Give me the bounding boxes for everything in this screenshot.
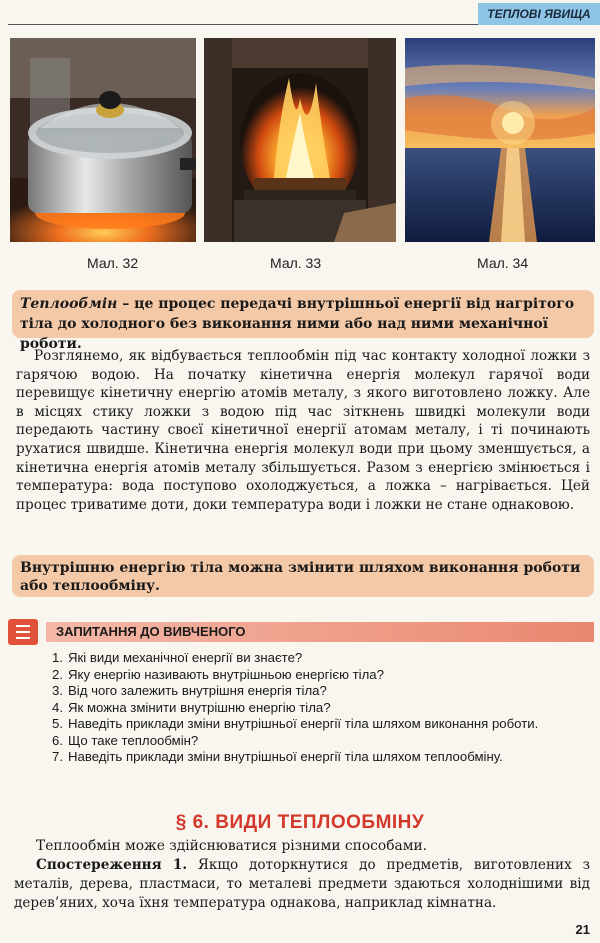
question-item: 5. Наведіть приклади зміни внутрішньої енергії тіла шляхом виконання роботи. — [52, 716, 539, 731]
figure-pot-on-stove — [10, 38, 196, 242]
list-icon — [8, 619, 38, 645]
question-item: 6. Що таке теплообмін? — [52, 732, 199, 748]
page-header — [0, 0, 600, 28]
rule-box: Внутрішню енергію тіла можна змінити шляхом виконання роботи або теплообміну. — [12, 555, 594, 597]
observation-paragraph — [14, 856, 590, 913]
questions-heading: ЗАПИТАННЯ ДО ВИВЧЕНОГО — [56, 624, 246, 639]
definition-text: – це процес передачі внутрішньої енергії від нагрітого тіла до холодного без виконання ними або над ними механічної роботи. — [20, 296, 575, 352]
section-title: § 6. ВИДИ ТЕПЛООБМІНУ — [175, 812, 425, 833]
figure-fireplace — [204, 38, 396, 242]
observation-text: Якщо доторкнутися до предметів, виготовлених з металів, дерева, пластмаси, то металеві предмети здаються холоднішими від дерев’яних, хоча їхня температура однакова, наприклад кімнатна. — [14, 857, 590, 911]
header-rule — [8, 24, 478, 25]
question-item: 3. Від чого залежить внутрішня енергія тіла? — [52, 683, 327, 698]
questions-list — [52, 650, 592, 766]
figure-row — [10, 38, 595, 243]
caption-fig-32: Мал. 32 — [87, 255, 139, 271]
question-item: 7. Наведіть приклади зміни внутрішньої енергії тіла шляхом теплообміну. — [52, 749, 503, 764]
body-paragraph: Розглянемо, як відбувається теплообмін під час контакту холодної ложки з гарячою водою. На початку кінетична енергія молекул гарячої води перевищує кінетичну енергію атомів металу, з якого виготовлено ложку. Але в місцях стику ложки з водою під час зіткнень швидкі молекули води передають частину своєї кінетичної енергії атомам металу, і ті починають рухатися швидше. Кінетична енергія молекул води при цьому зменшується, а кінетична енергія атомів металу збільшується. Разом з енергією змінюється і температура: вода поступово охолоджується, а ложка – нагрівається. Цей процес триватиме доти, доки температура води і ложки не стане однаковою. — [16, 348, 590, 513]
caption-fig-33: Мал. 33 — [270, 255, 322, 271]
question-item: 1. Які види механічної енергії ви знаєте? — [52, 650, 303, 665]
definition-term: Теплообмін — [20, 296, 118, 312]
section-intro: Теплообмін може здійснюватися різними способами. — [36, 838, 428, 854]
question-item: 4. Як можна змінити внутрішню енергію тіла? — [52, 699, 331, 715]
questions-header — [8, 619, 594, 643]
observation-label: Спостереження 1. — [36, 857, 188, 873]
question-item: 2. Яку енергію називають внутрішньою енергією тіла? — [52, 666, 384, 682]
page-number: 21 — [575, 922, 590, 937]
figure-sunset-sea — [405, 38, 595, 242]
definition-box — [12, 290, 594, 352]
section-tag: ТЕПЛОВІ ЯВИЩА — [478, 3, 600, 25]
caption-fig-34: Мал. 34 — [477, 255, 529, 271]
